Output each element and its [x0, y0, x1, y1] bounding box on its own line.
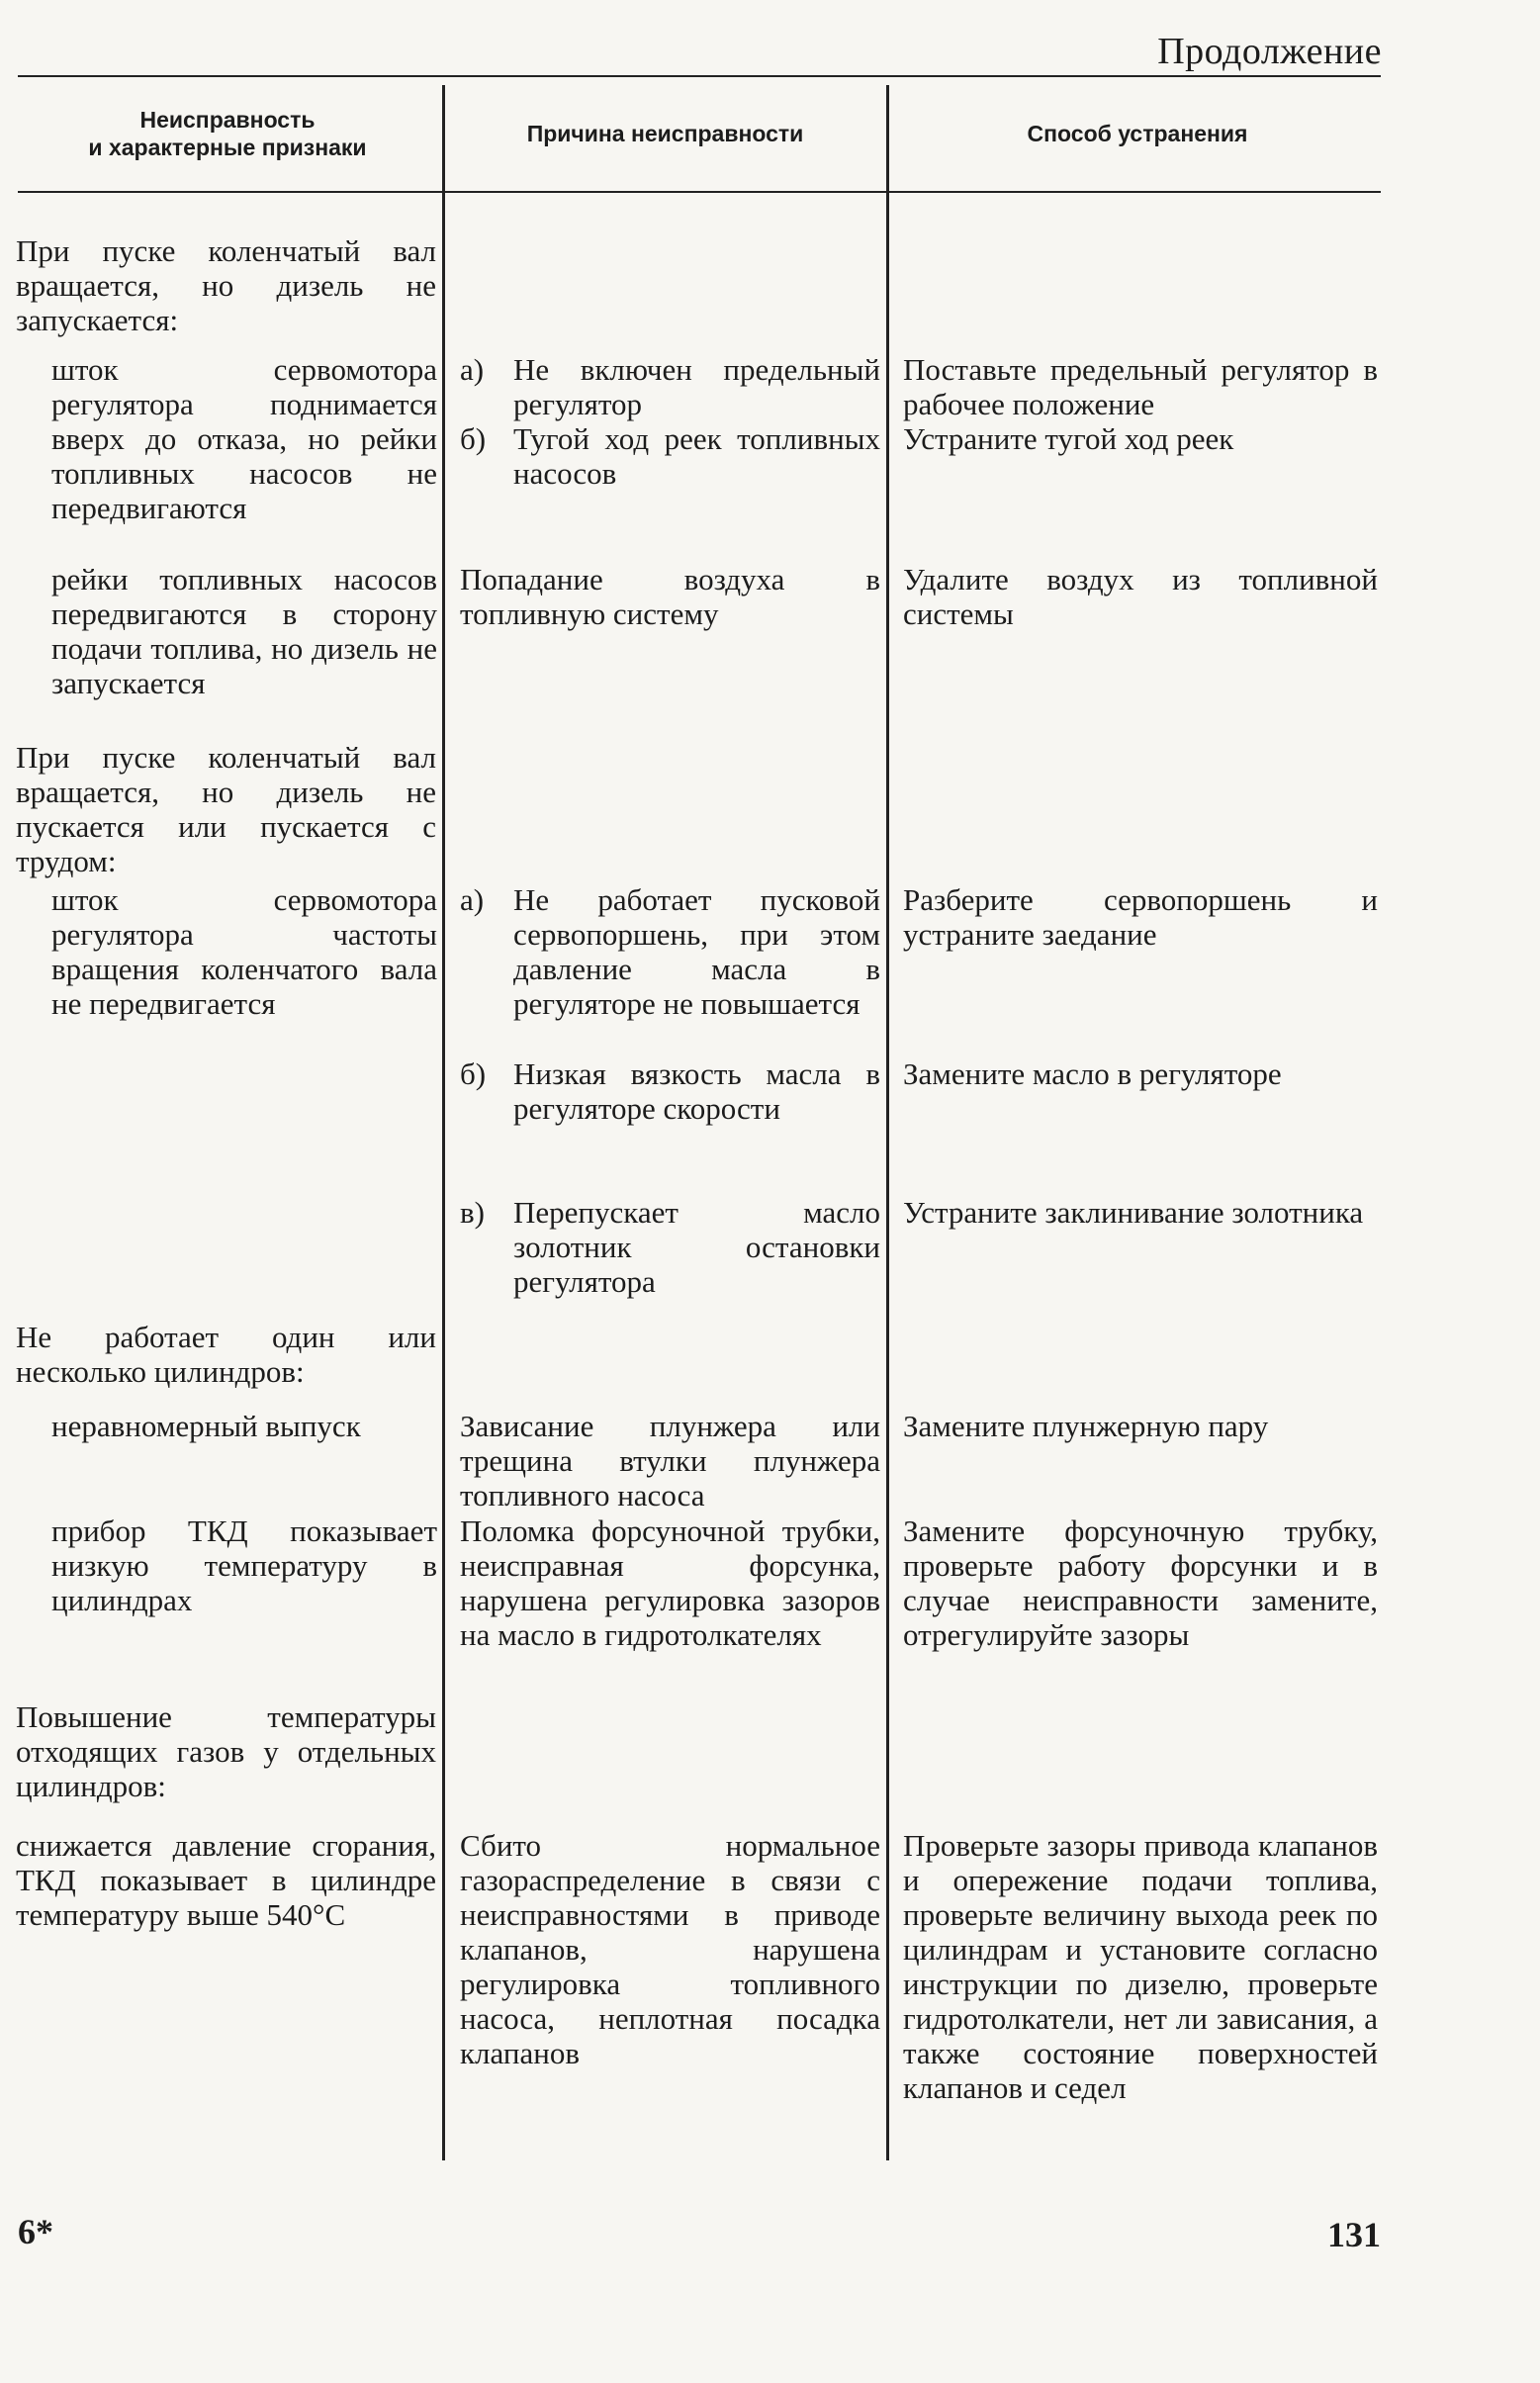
item-label: а)	[460, 882, 485, 917]
symptom-cell: шток сервомотора регулятора частоты вращения коленчатого вала не передвигается	[51, 882, 437, 1021]
cause-text: Не работает пусковой сервопоршень, при этом давление масла в регуляторе не повышается	[513, 882, 880, 1021]
item-label: в)	[460, 1195, 485, 1230]
cause-text: Перепускает масло золотник остановки регулятора	[513, 1195, 880, 1299]
symptom-cell: рейки топливных насосов передвигаются в сторону подачи топлива, но дизель не запускается	[51, 562, 437, 700]
cause-item	[460, 1056, 880, 1126]
cause-item	[460, 1195, 880, 1299]
table-top-rule	[18, 75, 1381, 77]
page-number: 131	[1327, 2215, 1381, 2254]
header-fault: Неисправность и характерные признаки	[88, 107, 367, 160]
remedy-cell: Замените плунжерную пару	[903, 1409, 1269, 1443]
cause-cell: Зависание плунжера или трещина втулки плунжера топливного насоса	[460, 1409, 880, 1512]
remedy-cell: Устраните заклинивание золотника	[903, 1195, 1364, 1230]
item-label: б)	[460, 1056, 487, 1091]
remedy-cell: Проверьте зазоры привода клапанов и опережение подачи топлива, проверьте величину выхода реек по цилиндрам и установите согласно инструкции по дизелю, проверьте гидротолкатели, нет ли зависания, а также состояние поверхностей клапанов и седел	[903, 1828, 1378, 2105]
symptom-cell: прибор ТКД показывает низкую температуру в цилиндрах	[51, 1513, 437, 1617]
section-title: При пуске коленчатый вал вращается, но дизель не запускается:	[16, 233, 436, 337]
section-title: При пуске коленчатый вал вращается, но дизель не пускается или пускается с трудом:	[16, 740, 436, 878]
header-bottom-rule	[18, 191, 1381, 193]
column-divider-1	[442, 85, 445, 2160]
header-remedy: Способ устранения	[1027, 121, 1248, 146]
remedy-cell: Устраните тугой ход реек	[903, 421, 1234, 456]
cause-item	[460, 421, 880, 491]
section-title: Повышение температуры отходящих газов у отдельных цилиндров:	[16, 1699, 436, 1803]
remedy-cell: Удалите воздух из топливной системы	[903, 562, 1378, 631]
item-label: а)	[460, 352, 485, 387]
cause-text: Тугой ход реек топливных насосов	[513, 421, 880, 491]
item-label: б)	[460, 421, 487, 456]
page-marker: 6*	[18, 2212, 53, 2251]
section-title: Не работает один или несколько цилиндров:	[16, 1320, 436, 1389]
cause-cell: Сбито нормальное газораспределение в связи с неисправностями в приводе клапанов, нарушена регулировка топливного насоса, неплотная посадка клапанов	[460, 1828, 880, 2070]
remedy-cell: Разберите сервопоршень и устраните заедание	[903, 882, 1378, 952]
column-divider-2	[886, 85, 889, 2160]
cause-item	[460, 882, 880, 1021]
cause-text: Не включен предельный регулятор	[513, 352, 880, 421]
remedy-cell: Замените масло в регуляторе	[903, 1056, 1282, 1091]
cause-cell: Попадание воздуха в топливную систему	[460, 562, 880, 631]
continuation-label: Продолжение	[1157, 31, 1382, 72]
symptom-cell: шток сервомотора регулятора поднимается вверх до отказа, но рейки топливных насосов не передвигаются	[51, 352, 437, 525]
symptom-cell: неравномерный выпуск	[51, 1409, 361, 1443]
header-cause: Причина неисправности	[526, 121, 804, 146]
symptom-cell: снижается давление сгорания, ТКД показывает в цилиндре температуру выше 540°С	[16, 1828, 436, 1932]
remedy-cell: Замените форсуночную трубку, проверьте работу форсунки и в случае неисправности замените, отрегулируйте зазоры	[903, 1513, 1378, 1652]
cause-cell: Поломка форсуночной трубки, неисправная форсунка, нарушена регулировка зазоров на масло в гидротолкателях	[460, 1513, 880, 1652]
remedy-cell: Поставьте предельный регулятор в рабочее положение	[903, 352, 1378, 421]
cause-item	[460, 352, 880, 421]
cause-text: Низкая вязкость масла в регуляторе скорости	[513, 1056, 880, 1126]
